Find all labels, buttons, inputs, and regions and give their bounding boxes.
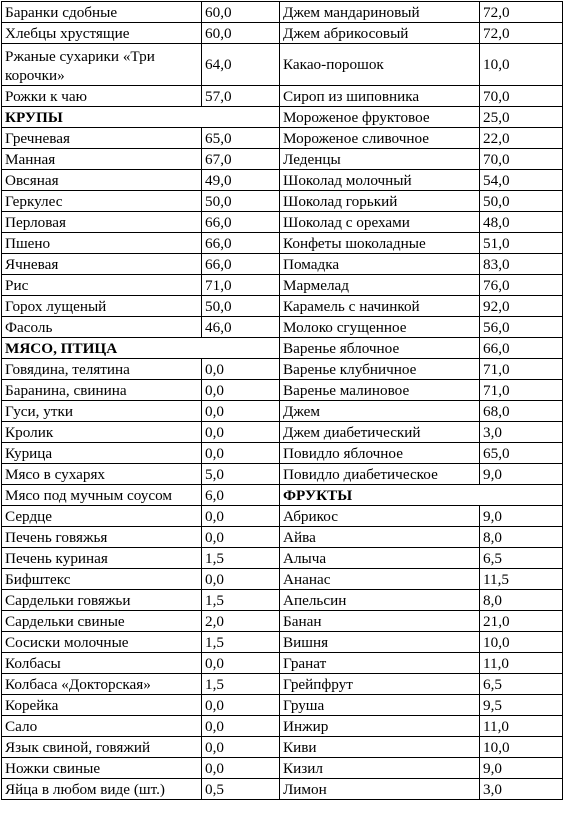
left-value: 0,0 <box>202 401 280 422</box>
left-value: 1,5 <box>202 548 280 569</box>
table-row <box>2 590 563 611</box>
table-row <box>2 548 563 569</box>
right-name: Повидло диабетическое <box>280 464 480 485</box>
left-value: 0,0 <box>202 506 280 527</box>
right-name: Кизил <box>280 758 480 779</box>
right-value: 71,0 <box>480 359 563 380</box>
section-heading: КРУПЫ <box>2 107 280 128</box>
table-row <box>2 485 563 506</box>
left-name: Печень куриная <box>2 548 202 569</box>
right-value: 92,0 <box>480 296 563 317</box>
right-value: 70,0 <box>480 149 563 170</box>
table-row <box>2 653 563 674</box>
table-row <box>2 296 563 317</box>
left-name: Пшено <box>2 233 202 254</box>
right-value: 51,0 <box>480 233 563 254</box>
table-row <box>2 611 563 632</box>
right-name: Какао-порошок <box>280 44 480 86</box>
left-value: 0,0 <box>202 758 280 779</box>
right-value: 54,0 <box>480 170 563 191</box>
right-value: 50,0 <box>480 191 563 212</box>
right-name: Мороженое сливочное <box>280 128 480 149</box>
right-name: Киви <box>280 737 480 758</box>
left-name: Манная <box>2 149 202 170</box>
table-row <box>2 443 563 464</box>
table-row <box>2 506 563 527</box>
right-name: Джем мандариновый <box>280 2 480 23</box>
right-value: 56,0 <box>480 317 563 338</box>
left-value: 50,0 <box>202 296 280 317</box>
right-name: Шоколад горький <box>280 191 480 212</box>
left-value: 0,0 <box>202 569 280 590</box>
right-name: Повидло яблочное <box>280 443 480 464</box>
right-name: Помадка <box>280 254 480 275</box>
left-value: 0,0 <box>202 443 280 464</box>
right-value: 70,0 <box>480 86 563 107</box>
left-name: Перловая <box>2 212 202 233</box>
left-name: Геркулес <box>2 191 202 212</box>
left-name: Сардельки говяжьи <box>2 590 202 611</box>
right-name: Банан <box>280 611 480 632</box>
right-value: 25,0 <box>480 107 563 128</box>
left-value: 0,0 <box>202 380 280 401</box>
table-row <box>2 527 563 548</box>
right-value: 65,0 <box>480 443 563 464</box>
left-value: 64,0 <box>202 44 280 86</box>
right-name: Джем <box>280 401 480 422</box>
left-name: Говядина, телятина <box>2 359 202 380</box>
left-value: 0,0 <box>202 422 280 443</box>
right-name: Шоколад молочный <box>280 170 480 191</box>
right-value: 10,0 <box>480 44 563 86</box>
left-name: Фасоль <box>2 317 202 338</box>
left-name: Мясо под мучным соусом <box>2 485 202 506</box>
right-value: 8,0 <box>480 527 563 548</box>
section-heading: ФРУКТЫ <box>280 485 563 506</box>
table-row <box>2 107 563 128</box>
table-row <box>2 737 563 758</box>
right-value: 11,0 <box>480 716 563 737</box>
left-value: 66,0 <box>202 233 280 254</box>
right-name: Алыча <box>280 548 480 569</box>
left-name: Горох лущеный <box>2 296 202 317</box>
table-row <box>2 317 563 338</box>
right-name: Груша <box>280 695 480 716</box>
table-row <box>2 464 563 485</box>
right-value: 72,0 <box>480 2 563 23</box>
left-value: 60,0 <box>202 23 280 44</box>
left-value: 1,5 <box>202 674 280 695</box>
table-row <box>2 569 563 590</box>
left-name: Сардельки свиные <box>2 611 202 632</box>
left-value: 0,0 <box>202 359 280 380</box>
table-row <box>2 632 563 653</box>
left-value: 0,0 <box>202 737 280 758</box>
right-value: 9,0 <box>480 506 563 527</box>
left-value: 2,0 <box>202 611 280 632</box>
left-value: 60,0 <box>202 2 280 23</box>
left-value: 0,0 <box>202 527 280 548</box>
table-row <box>2 170 563 191</box>
table-row <box>2 212 563 233</box>
left-name: Ножки свиные <box>2 758 202 779</box>
section-heading: МЯСО, ПТИЦА <box>2 338 280 359</box>
right-name: Конфеты шоколадные <box>280 233 480 254</box>
right-name: Варенье яблочное <box>280 338 480 359</box>
right-name: Джем диабетический <box>280 422 480 443</box>
right-name: Джем абрикосовый <box>280 23 480 44</box>
left-value: 67,0 <box>202 149 280 170</box>
right-name: Карамель с начинкой <box>280 296 480 317</box>
table-row <box>2 422 563 443</box>
left-name: Сердце <box>2 506 202 527</box>
left-value: 66,0 <box>202 254 280 275</box>
left-value: 6,0 <box>202 485 280 506</box>
left-name: Корейка <box>2 695 202 716</box>
table-row <box>2 338 563 359</box>
left-name: Мясо в сухарях <box>2 464 202 485</box>
right-value: 8,0 <box>480 590 563 611</box>
right-name: Инжир <box>280 716 480 737</box>
right-name: Лимон <box>280 779 480 800</box>
right-value: 48,0 <box>480 212 563 233</box>
right-name: Шоколад с орехами <box>280 212 480 233</box>
table-row <box>2 674 563 695</box>
table-row <box>2 86 563 107</box>
right-value: 3,0 <box>480 779 563 800</box>
right-name: Вишня <box>280 632 480 653</box>
right-value: 83,0 <box>480 254 563 275</box>
table-row <box>2 23 563 44</box>
left-value: 46,0 <box>202 317 280 338</box>
table-row <box>2 233 563 254</box>
table-row <box>2 2 563 23</box>
right-name: Сироп из шиповника <box>280 86 480 107</box>
right-name: Ананас <box>280 569 480 590</box>
table-row <box>2 779 563 800</box>
left-value: 1,5 <box>202 590 280 611</box>
right-value: 71,0 <box>480 380 563 401</box>
left-name: Овсяная <box>2 170 202 191</box>
right-value: 6,5 <box>480 548 563 569</box>
right-name: Варенье малиновое <box>280 380 480 401</box>
right-name: Варенье клубничное <box>280 359 480 380</box>
left-name: Бифштекс <box>2 569 202 590</box>
right-name: Мороженое фруктовое <box>280 107 480 128</box>
right-value: 9,0 <box>480 464 563 485</box>
table-row <box>2 254 563 275</box>
table-row <box>2 716 563 737</box>
left-value: 57,0 <box>202 86 280 107</box>
right-name: Апельсин <box>280 590 480 611</box>
left-name: Гречневая <box>2 128 202 149</box>
right-value: 11,5 <box>480 569 563 590</box>
right-value: 21,0 <box>480 611 563 632</box>
right-value: 3,0 <box>480 422 563 443</box>
right-value: 9,0 <box>480 758 563 779</box>
left-value: 0,5 <box>202 779 280 800</box>
left-name: Хлебцы хрустящие <box>2 23 202 44</box>
table-row <box>2 359 563 380</box>
left-name: Ячневая <box>2 254 202 275</box>
left-value: 50,0 <box>202 191 280 212</box>
left-value: 0,0 <box>202 716 280 737</box>
right-name: Леденцы <box>280 149 480 170</box>
right-value: 6,5 <box>480 674 563 695</box>
left-value: 0,0 <box>202 653 280 674</box>
left-name: Печень говяжья <box>2 527 202 548</box>
left-name: Курица <box>2 443 202 464</box>
left-value: 66,0 <box>202 212 280 233</box>
left-name: Колбасы <box>2 653 202 674</box>
right-value: 9,5 <box>480 695 563 716</box>
table-row <box>2 695 563 716</box>
right-value: 11,0 <box>480 653 563 674</box>
right-name: Гранат <box>280 653 480 674</box>
left-value: 49,0 <box>202 170 280 191</box>
table-row <box>2 128 563 149</box>
left-name: Яйца в любом виде (шт.) <box>2 779 202 800</box>
left-name: Колбаса «Докторская» <box>2 674 202 695</box>
left-name: Баранки сдобные <box>2 2 202 23</box>
left-value: 71,0 <box>202 275 280 296</box>
right-value: 10,0 <box>480 632 563 653</box>
left-name: Гуси, утки <box>2 401 202 422</box>
right-value: 10,0 <box>480 737 563 758</box>
table-row <box>2 275 563 296</box>
right-name: Мармелад <box>280 275 480 296</box>
left-name: Сало <box>2 716 202 737</box>
right-name: Молоко сгущенное <box>280 317 480 338</box>
left-name: Рожки к чаю <box>2 86 202 107</box>
left-name: Баранина, свинина <box>2 380 202 401</box>
table-row <box>2 44 563 86</box>
table-row <box>2 380 563 401</box>
right-value: 68,0 <box>480 401 563 422</box>
left-name: Рис <box>2 275 202 296</box>
left-name: Язык свиной, говяжий <box>2 737 202 758</box>
left-name: Сосиски молочные <box>2 632 202 653</box>
right-name: Абрикос <box>280 506 480 527</box>
right-value: 66,0 <box>480 338 563 359</box>
right-value: 22,0 <box>480 128 563 149</box>
right-value: 76,0 <box>480 275 563 296</box>
table-row <box>2 191 563 212</box>
right-name: Айва <box>280 527 480 548</box>
right-name: Грейпфрут <box>280 674 480 695</box>
table-row <box>2 758 563 779</box>
carbohydrate-table <box>1 1 563 800</box>
right-value: 72,0 <box>480 23 563 44</box>
table-body <box>2 2 563 800</box>
left-name: Кролик <box>2 422 202 443</box>
left-value: 1,5 <box>202 632 280 653</box>
left-value: 5,0 <box>202 464 280 485</box>
table-row <box>2 401 563 422</box>
table-row <box>2 149 563 170</box>
left-value: 0,0 <box>202 695 280 716</box>
left-name: Ржаные сухарики «Три корочки» <box>2 44 202 86</box>
left-value: 65,0 <box>202 128 280 149</box>
